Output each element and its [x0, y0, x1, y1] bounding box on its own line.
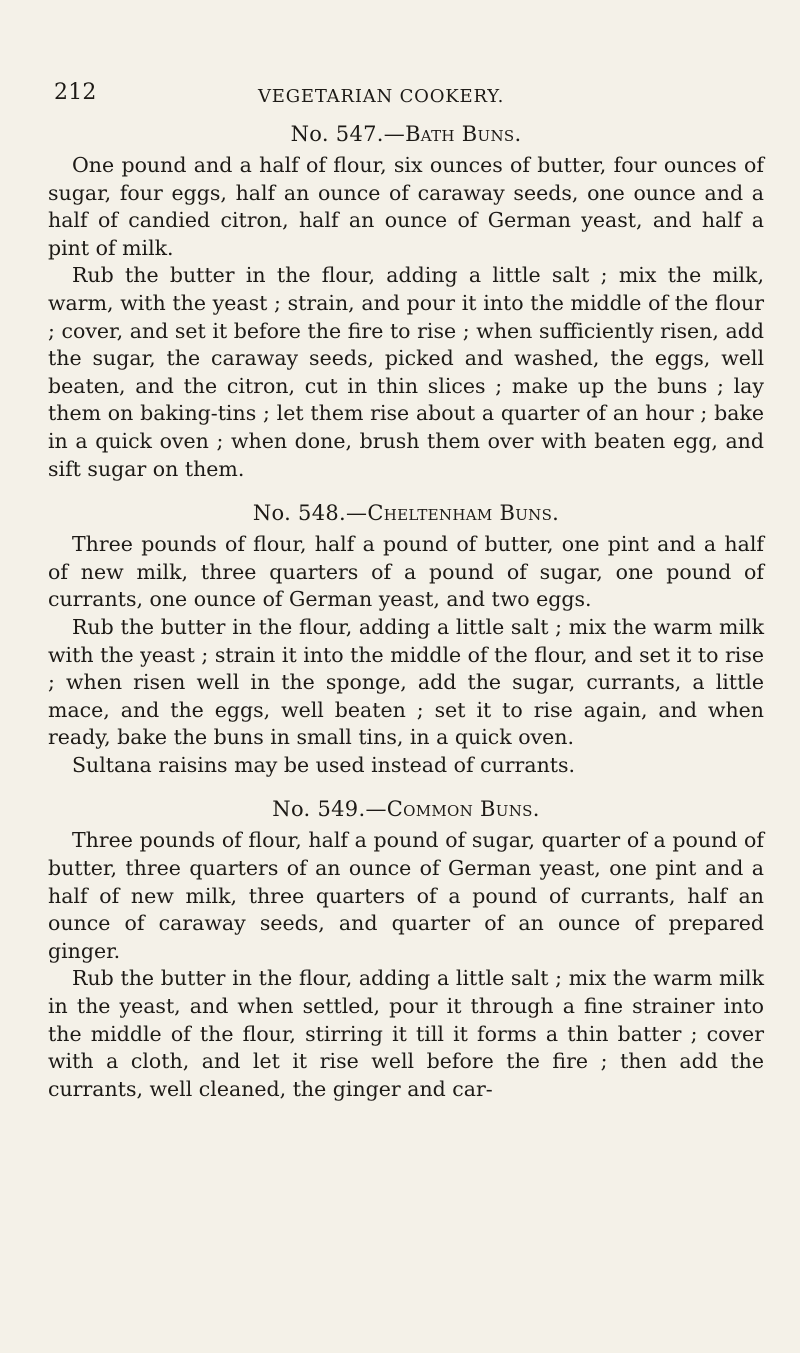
ingredients-paragraph: Three pounds of flour, half a pound of sugar, quarter of a pound of butter, three quarters of an ounce of German yeast, one pint and a half of new milk, three quarters of a pound of currants, half an ounce of caraway seeds, and quarter of an ounce of prepared ginger. [48, 828, 764, 963]
ingredients-paragraph: One pound and a half of flour, six ounces of butter, four ounces of sugar, four eggs, half an ounce of caraway seeds, one ounce and a half of candied citron, half an ounce of German yeast, and half a pint of milk. [48, 153, 764, 260]
recipe-number: No. 548. [252, 501, 347, 526]
method-paragraph: Rub the butter in the flour, adding a little salt ; mix the warm milk with the yeast ; strain it into the middle of the flour, and set it to rise ; when risen well in the sponge, add the sugar, currants, a little mace, and the eggs, well beaten ; set it to rise again, and when ready, bake the buns in small tins, in a quick oven. [48, 614, 764, 750]
recipe-name: Common Buns. [386, 797, 540, 822]
recipe-title: No. 548.—Cheltenham Buns. [252, 501, 560, 526]
recipe-number: No. 547. [290, 122, 384, 146]
recipe-number: No. 549. [272, 797, 366, 822]
recipe-name: Bath Buns. [405, 122, 522, 146]
method-paragraph: Rub the butter in the flour, adding a little salt ; mix the milk, warm, with the yeast ; strain, and pour it into the middle of the flour ; cover, and set it before the fire to rise ; when sufficiently risen, add the sugar, the caraway seeds, picked and washed, the eggs, well beaten, and the citron, cut in thin slices ; make up the buns ; lay them on baking-tins ; let them rise about a quarter of an hour ; bake in a quick oven ; when done, brush them over with beaten egg, and sift sugar on them. [48, 263, 764, 481]
page-number: 212 [54, 80, 97, 105]
recipe-548 [48, 499, 764, 779]
page-header [48, 72, 764, 120]
recipe-name: Cheltenham Buns. [367, 501, 560, 526]
running-title: VEGETARIAN COOKERY. [258, 86, 505, 107]
recipe-title: No. 547.—Bath Buns. [290, 122, 522, 146]
ingredients-paragraph: Three pounds of flour, half a pound of butter, one pint and a half of new milk, three quarters of a pound of sugar, one pound of currants, one ounce of German yeast, and two eggs. [48, 532, 764, 612]
recipe-547 [48, 120, 764, 483]
note-paragraph: Sultana raisins may be used instead of currants. [72, 752, 576, 777]
recipe-title: No. 549.—Common Buns. [272, 797, 540, 822]
method-paragraph: Rub the butter in the flour, adding a little salt ; mix the warm milk in the yeast, and when settled, pour it through a fine strainer into the middle of the flour, stirring it till it forms a thin batter ; cover with a cloth, and let it rise well before the fire ; then add the currants, well cleaned, the ginger and car- [48, 966, 764, 1101]
recipe-549 [48, 795, 764, 1103]
